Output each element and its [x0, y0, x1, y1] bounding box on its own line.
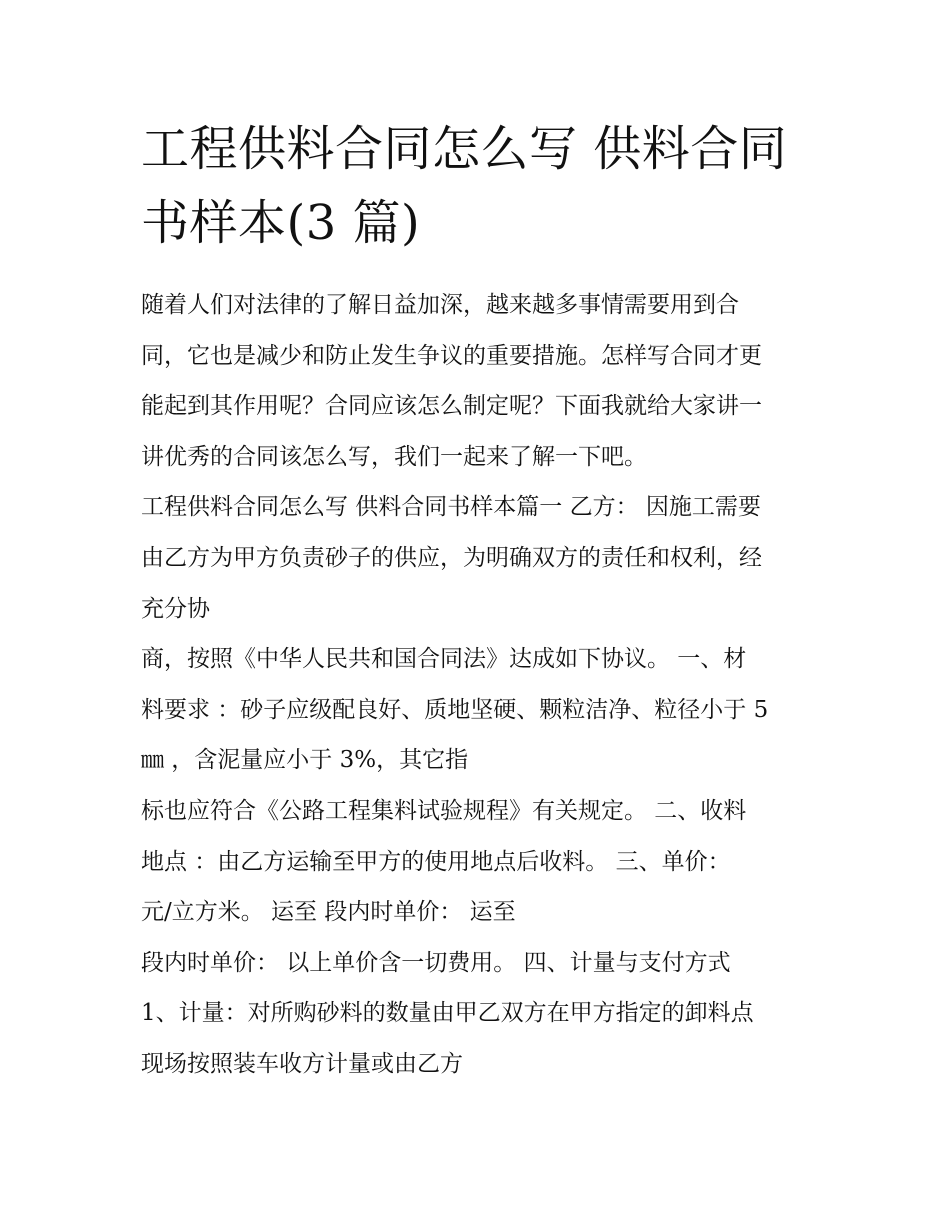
body-line-5: 工程供料合同怎么写 供料合同书样本篇一 乙方： 因施工需要	[141, 494, 761, 521]
body-line-14: 段内时单价： 以上单价含一切费用。 四、计量与支付方式	[141, 949, 731, 976]
body-line-2: 同，它也是减少和防止发生争议的重要措施。怎样写合同才更	[141, 342, 762, 369]
body-line-16: 现场按照装车收方计量或由乙方	[141, 1050, 463, 1077]
body-line-15: 1、计量：对所购砂料的数量由甲乙双方在甲方指定的卸料点	[141, 1000, 754, 1027]
body-line-8: 商，按照《中华人民共和国合同法》达成如下协议。 一、材	[141, 646, 747, 673]
body-line-13: 元/立方米。 运至 段内时单价： 运至	[141, 899, 516, 926]
body-line-11: 标也应符合《公路工程集料试验规程》有关规定。 二、收料	[141, 797, 747, 824]
body-line-6: 由乙方为甲方负责砂子的供应，为明确双方的责任和权利，经	[141, 544, 762, 571]
body-line-4: 讲优秀的合同该怎么写，我们一起来了解一下吧。	[141, 443, 647, 470]
body-line-10: ㎜ ，含泥量应小于 3%，其它指	[141, 747, 469, 774]
document-title	[141, 112, 821, 260]
body-line-1: 随着人们对法律的了解日益加深，越来越多事情需要用到合	[141, 292, 739, 318]
document-body	[141, 280, 831, 1090]
title-line-1: 工程供料合同怎么写 供料合同	[141, 121, 788, 177]
body-line-12: 地点 ：由乙方运输至甲方的使用地点后收料。 三、单价：	[141, 848, 731, 875]
body-line-3: 能起到其作用呢？合同应该怎么制定呢？下面我就给大家讲一	[141, 393, 762, 420]
title-line-2: 书样本(3 篇)	[141, 195, 421, 251]
body-line-7: 充分协	[141, 595, 210, 622]
body-line-9: 料要求 ：砂子应级配良好、质地坚硬、颗粒洁净、粒径小于 5	[141, 696, 769, 723]
